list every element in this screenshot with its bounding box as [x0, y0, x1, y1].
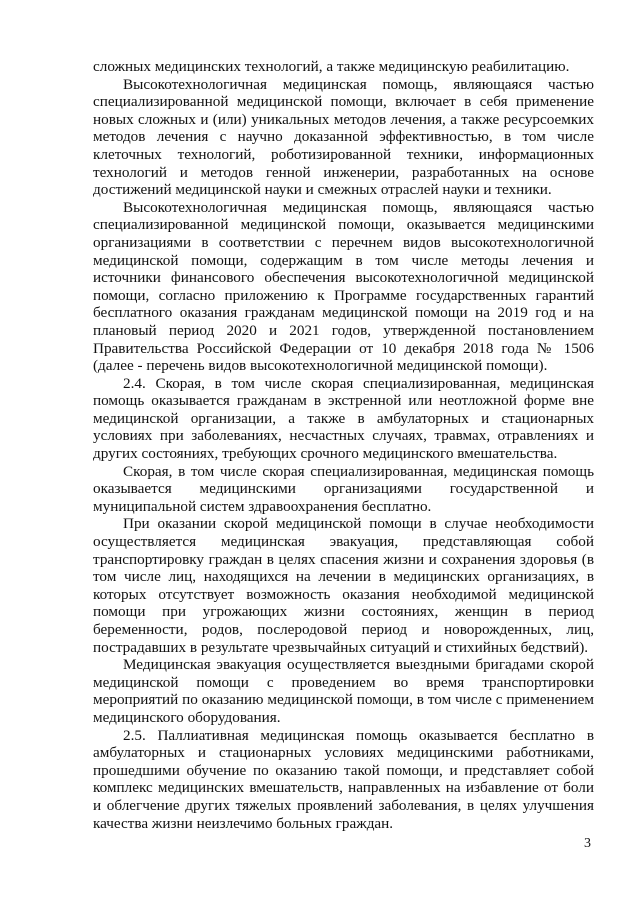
paragraph-high-tech-definition: Высокотехнологичная медицинская помощь, являющаяся частью специализированной медицинской помощи, включает в себя применение новых сложных и (или) уникальных методов лечения, а также ресурсоемких методов лечения с научно доказанной эффективностью, в том числе клеточных технологий, роботизированной техники, информационных технологий и методов генной инженерии, разработанных на основе достижений медицинской науки и смежных отраслей науки и техники. [93, 75, 594, 199]
paragraph-emergency-free: Скорая, в том числе скорая специализированная, медицинская помощь оказывается медицинскими организациями государственной и муниципальной систем здравоохранения бесплатно. [93, 462, 594, 515]
body-text [93, 58, 594, 832]
paragraph-2-5-palliative-care: 2.5. Паллиативная медицинская помощь оказывается бесплатно в амбулаторных и стационарных условиях медицинскими работниками, прошедшими обучение по оказанию такой помощи, и представляет собой комплекс медицинских вмешательств, направленных на избавление от боли и облегчение других тяжелых проявлений заболевания, в целях улучшения качества жизни неизлечимо больных граждан. [93, 726, 594, 832]
paragraph-evacuation-teams: Медицинская эвакуация осуществляется выездными бригадами скорой медицинской помощи с проведением во время транспортировки мероприятий по оказанию медицинской помощи, в том числе с применением медицинского оборудования. [93, 656, 594, 726]
paragraph-medical-evacuation: При оказании скорой медицинской помощи в случае необходимости осуществляется медицинская эвакуация, представляющая собой транспортировку граждан в целях спасения жизни и сохранения здоровья (в том числе лиц, находящихся на лечении в медицинских организациях, в которых отсутствует возможность оказания необходимой медицинской помощи при угрожающих жизни состояниях, женщин в период беременности, родов, послеродовой период и новорожденных, лиц, пострадавших в результате чрезвычайных ситуаций и стихийных бедствий). [93, 515, 594, 656]
paragraph-2-4-emergency-care: 2.4. Скорая, в том числе скорая специализированная, медицинская помощь оказывается гражданам в экстренной или неотложной форме вне медицинской организации, а также в амбулаторных и стационарных условиях при заболеваниях, несчастных случаях, травмах, отравлениях и других состояниях, требующих срочного медицинского вмешательства. [93, 374, 594, 463]
paragraph-high-tech-provision: Высокотехнологичная медицинская помощь, являющаяся частью специализированной медицинской помощи, оказывается медицинскими организациями в соответствии с перечнем видов высокотехнологичной медицинской помощи, содержащим в том числе методы лечения и источники финансового обеспечения высокотехнологичной медицинской помощи, согласно приложению к Программе государственных гарантий бесплатного оказания гражданам медицинской помощи на 2019 год и на плановый период 2020 и 2021 годов, утвержденной постановлением Правительства Российской Федерации от 10 декабря 2018 года № 1506 (далее - перечень видов высокотехнологичной медицинской помощи). [93, 198, 594, 375]
page-number: 3 [584, 836, 591, 851]
paragraph-continuation: сложных медицинских технологий, а также медицинскую реабилитацию. [93, 58, 570, 75]
